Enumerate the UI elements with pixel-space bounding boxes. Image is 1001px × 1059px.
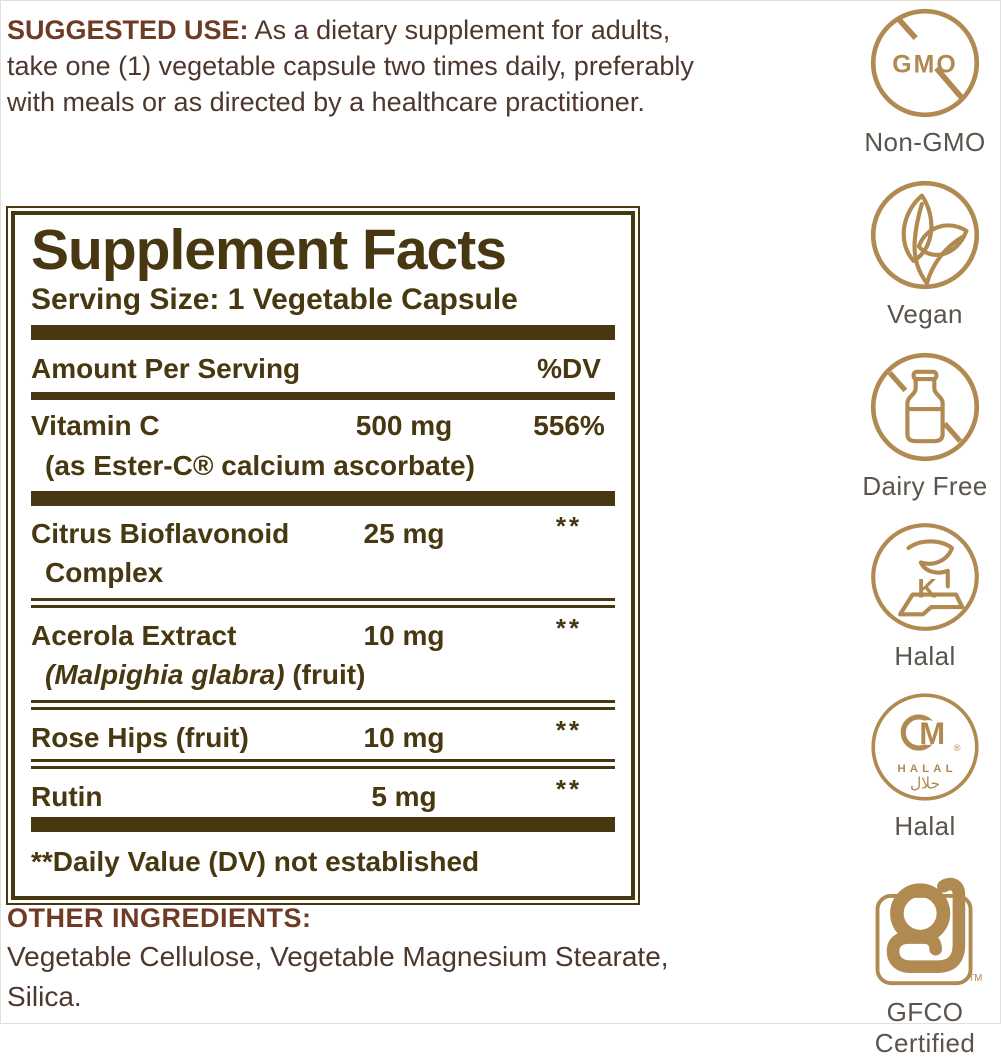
- non-gmo-icon: [867, 5, 983, 121]
- ingredient-dv: **: [555, 773, 583, 804]
- table-row: [31, 771, 615, 816]
- table-row: [31, 610, 615, 655]
- tm-mark: TM: [968, 973, 983, 985]
- suggested-use-heading: SUGGESTED USE:: [7, 15, 249, 45]
- section-divider-thick: [31, 491, 615, 506]
- ingredient-dv: 556%: [533, 410, 605, 442]
- row-divider: [31, 598, 615, 608]
- row-divider: [31, 700, 615, 710]
- section-divider-thick: [31, 325, 615, 340]
- ingredient-name: Vitamin C: [31, 410, 160, 442]
- suggested-use-paragraph: [7, 13, 699, 121]
- badge-label: Non-GMO: [864, 127, 986, 157]
- badge-label: Halal: [894, 641, 956, 671]
- plant-part: (fruit): [284, 659, 366, 691]
- ingredient-name-wrap: Complex: [45, 557, 164, 589]
- dv-header: %DV: [537, 352, 601, 384]
- badge-label: Dairy Free: [862, 471, 988, 501]
- badge-kosher: [849, 519, 1001, 672]
- other-ingredients-heading: OTHER INGREDIENTS:: [7, 903, 312, 933]
- halal-icon: [867, 689, 983, 805]
- kosher-icon: [867, 519, 983, 635]
- ingredient-amount: 5 mg: [371, 780, 437, 812]
- table-row: [31, 508, 615, 553]
- gfco-gluten-free-icon: [862, 859, 988, 991]
- dv-footnote: **Daily Value (DV) not established: [31, 846, 480, 878]
- gmo-icon-text: GMO: [892, 51, 958, 79]
- registered-mark: ®: [953, 743, 961, 754]
- badge-label: Vegan: [887, 299, 963, 329]
- ingredient-subtext: [31, 654, 615, 698]
- other-ingredients: [7, 899, 707, 1017]
- ingredient-amount: 10 mg: [363, 619, 445, 651]
- serving-size: Serving Size: 1 Vegetable Capsule: [31, 282, 518, 316]
- table-row: [31, 400, 615, 445]
- ingredient-dv: **: [555, 612, 583, 643]
- ingredient-subtext: (as Ester-C® calcium ascorbate): [45, 450, 475, 482]
- badge-gfco: [849, 859, 1001, 1059]
- badge-label: GFCO Certified: [874, 997, 976, 1058]
- badge-non-gmo: [849, 5, 1001, 158]
- supplement-facts-title: Supplement Facts: [31, 218, 506, 282]
- ingredient-amount: 500 mg: [355, 410, 453, 442]
- table-header-row: [31, 342, 615, 393]
- badge-dairy-free: [849, 349, 1001, 502]
- suggested-use-body: As a dietary supplement for adults, take one (1) vegetable capsule two times daily, preferably with meals or as directed by a healthcare practitioner.: [7, 15, 694, 117]
- section-divider-thick: [31, 817, 615, 832]
- ingredient-amount: 25 mg: [363, 517, 445, 549]
- table-row: [31, 712, 615, 757]
- halal-caption: HALAL: [897, 762, 957, 775]
- halal-arabic-text: حلال: [909, 774, 941, 793]
- vegan-leaves-icon: [867, 177, 983, 293]
- other-ingredients-body: Vegetable Cellulose, Vegetable Magnesium Stearate, Silica.: [7, 941, 669, 1013]
- ingredient-amount: 10 mg: [363, 722, 445, 753]
- ingredient-name: Rose Hips (fruit): [31, 722, 249, 753]
- section-divider-medium: [31, 392, 615, 400]
- botanical-name: (Malpighia glabra): [45, 659, 285, 691]
- halal-m-text: M: [919, 715, 946, 751]
- badge-label: Halal: [894, 811, 956, 841]
- supplement-facts-panel: [11, 211, 635, 900]
- kosher-icon-text: K: [917, 573, 937, 604]
- ingredient-name: Acerola Extract: [31, 619, 237, 651]
- ingredient-dv: **: [555, 715, 583, 745]
- row-divider: [31, 759, 615, 769]
- amount-per-serving-header: Amount Per Serving: [31, 352, 301, 384]
- dairy-free-bottle-icon: [867, 349, 983, 465]
- ingredient-name: Rutin: [31, 780, 103, 812]
- badge-vegan: [849, 177, 1001, 330]
- ingredient-dv: **: [555, 510, 583, 541]
- badge-halal: [849, 689, 1001, 842]
- ingredient-name: Citrus Bioflavonoid: [31, 517, 290, 549]
